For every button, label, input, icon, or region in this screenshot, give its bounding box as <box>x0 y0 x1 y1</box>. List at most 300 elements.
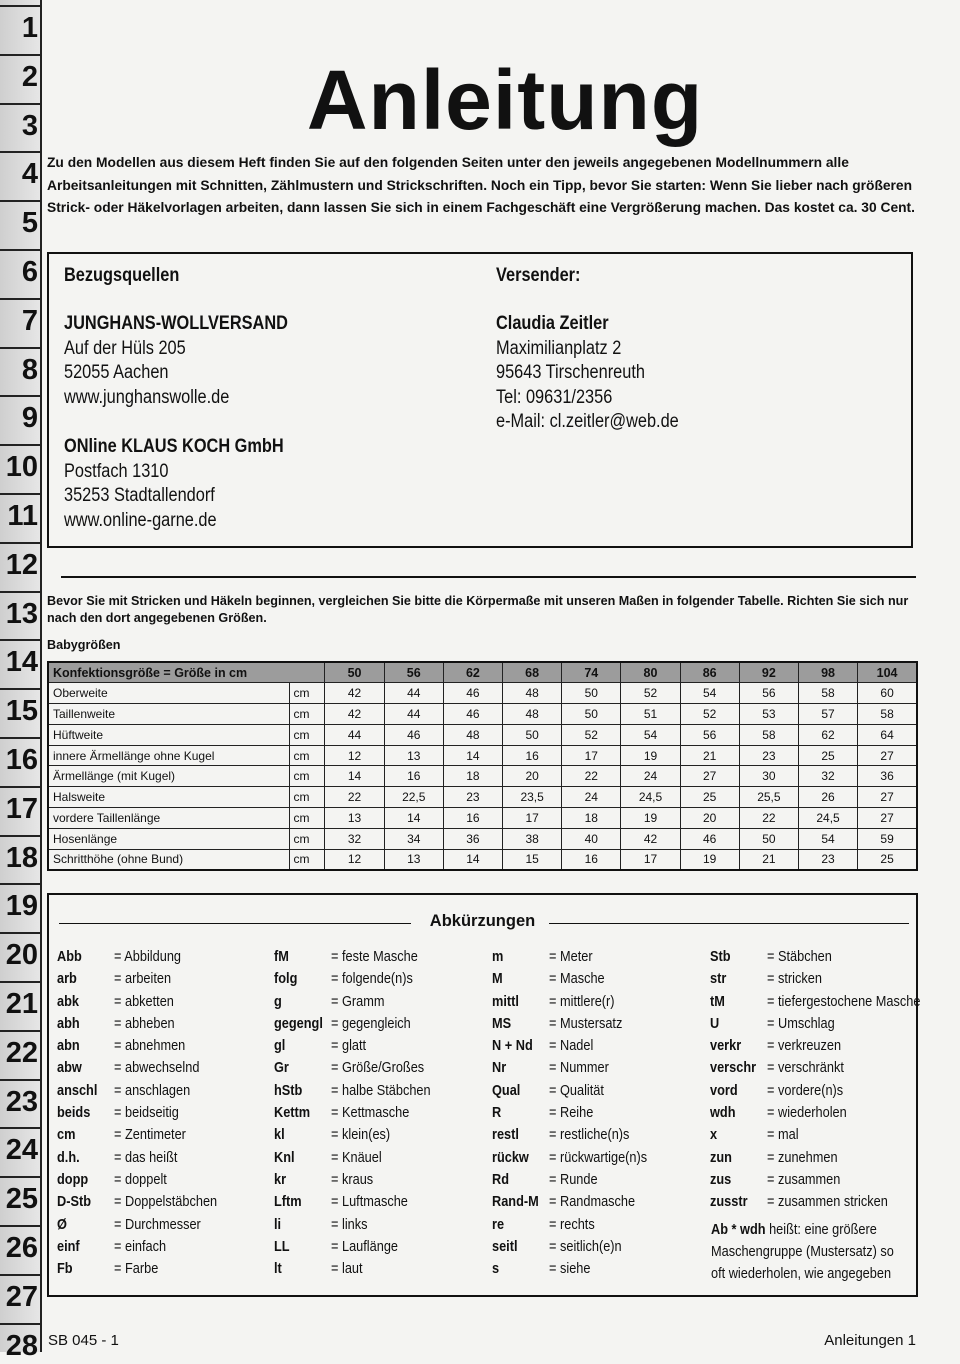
measure-unit: cm <box>289 808 325 829</box>
shipper-street: Maximilianplatz 2 <box>496 337 622 359</box>
list-item <box>492 1104 707 1126</box>
list-item <box>57 1193 272 1215</box>
abbreviation-key: N + Nd <box>492 1037 533 1055</box>
measure-value: 27 <box>858 808 917 829</box>
abbreviation-meaning: = laut <box>331 1260 363 1278</box>
page-ruler <box>0 0 42 1362</box>
list-item <box>492 993 707 1015</box>
sources-heading: Bezugsquellen <box>64 265 180 286</box>
measure-value: 25,5 <box>739 787 798 808</box>
supplier-city: 52055 Aachen <box>64 362 169 383</box>
measure-value: 42 <box>621 828 680 849</box>
ruler-tick <box>0 883 40 885</box>
abbreviation-key: vord <box>710 1081 738 1099</box>
list-item <box>274 1082 489 1104</box>
size-column-header: 92 <box>739 662 798 683</box>
abbreviation-key: fM <box>274 948 289 965</box>
measure-value: 22 <box>562 766 621 787</box>
abbreviation-key: li <box>274 1215 282 1233</box>
abbreviation-key: D-Stb <box>57 1193 91 1211</box>
measure-value: 24 <box>621 766 680 787</box>
measure-value: 16 <box>443 808 502 829</box>
abbreviation-meaning: = Luftmasche <box>331 1193 408 1211</box>
abbreviation-meaning: = abheben <box>114 1014 175 1032</box>
abbreviation-key: gegengl <box>274 1014 323 1032</box>
list-item <box>57 993 272 1015</box>
suppliers-column <box>64 264 484 533</box>
list-item <box>57 1149 272 1171</box>
abbreviation-meaning: = Runde <box>549 1170 598 1188</box>
abbreviation-meaning: = Nadel <box>549 1037 594 1055</box>
list-item <box>492 1149 707 1171</box>
abbreviation-meaning: = Reihe <box>549 1104 594 1122</box>
measure-value: 17 <box>621 849 680 870</box>
measure-value: 22 <box>325 787 384 808</box>
measure-unit: cm <box>289 787 325 808</box>
ruler-tick <box>0 444 40 446</box>
measure-value: 52 <box>621 683 680 704</box>
list-item <box>710 1149 925 1171</box>
measure-label: Taillenweite <box>48 704 289 725</box>
abbreviation-meaning: = Kettmasche <box>331 1104 410 1122</box>
abbreviation-meaning: = klein(es) <box>331 1126 391 1144</box>
abbreviation-column <box>710 948 925 1216</box>
measure-value: 60 <box>858 683 917 704</box>
measure-value: 17 <box>562 745 621 766</box>
abbreviation-key: verschr <box>710 1059 757 1077</box>
ruler-number: 3 <box>21 109 38 142</box>
supplier-web[interactable]: www.online-garne.de <box>64 509 217 531</box>
abbreviations-box <box>47 893 921 1297</box>
ruler-number: 24 <box>5 1134 38 1167</box>
measure-value: 58 <box>858 704 917 725</box>
list-item <box>492 1171 707 1193</box>
list-item <box>492 1260 707 1282</box>
measure-value: 18 <box>443 766 502 787</box>
list-item <box>492 948 707 970</box>
abbreviation-key: Lftm <box>274 1193 302 1211</box>
supplier-city: 35253 Stadtallendorf <box>64 485 215 506</box>
list-item <box>274 1216 489 1238</box>
ruler-number: 27 <box>5 1280 38 1313</box>
list-item <box>57 1059 272 1081</box>
list-item <box>274 1059 489 1081</box>
abbreviation-key: wdh <box>710 1104 736 1122</box>
abbreviation-key: arb <box>57 970 77 988</box>
list-item <box>710 948 925 970</box>
measure-value: 24 <box>562 787 621 808</box>
abbreviation-meaning: = mal <box>767 1126 799 1144</box>
measure-label: Hosenlänge <box>48 828 289 849</box>
abbreviation-meaning: = Lauflänge <box>331 1237 399 1255</box>
size-column-header: 74 <box>562 662 621 683</box>
measure-label: Ärmellänge (mit Kugel) <box>48 766 289 787</box>
abbreviation-meaning: = verkreuzen <box>767 1037 842 1055</box>
shipper-column <box>496 264 896 435</box>
measure-value: 52 <box>562 724 621 745</box>
abbreviation-meaning: = Stäbchen <box>767 948 832 965</box>
list-item <box>57 1015 272 1037</box>
measure-unit: cm <box>289 766 325 787</box>
ruler-tick <box>0 1323 40 1325</box>
measure-value: 59 <box>858 828 917 849</box>
abbreviation-meaning: = abnehmen <box>114 1037 186 1055</box>
measure-value: 13 <box>384 849 443 870</box>
abbreviation-meaning: = mittlere(r) <box>549 992 615 1010</box>
measure-value: 13 <box>325 808 384 829</box>
ruler-number: 7 <box>21 304 38 337</box>
size-column-header: 104 <box>858 662 917 683</box>
abbreviation-meaning: = feste Masche <box>331 948 418 965</box>
abbreviation-meaning: = Durchmesser <box>114 1215 201 1233</box>
list-item <box>274 970 489 992</box>
list-item <box>492 1216 707 1238</box>
size-table <box>47 661 918 871</box>
list-item <box>710 970 925 992</box>
table-row <box>48 849 917 870</box>
size-column-header: 50 <box>325 662 384 683</box>
measure-value: 25 <box>798 745 857 766</box>
divider <box>61 576 916 578</box>
abbreviation-key: restl <box>492 1126 519 1144</box>
list-item <box>274 1171 489 1193</box>
abbreviation-meaning: = abwechselnd <box>114 1059 200 1077</box>
measure-value: 27 <box>858 787 917 808</box>
measure-value: 50 <box>739 828 798 849</box>
measure-value: 62 <box>798 724 857 745</box>
measure-value: 14 <box>384 808 443 829</box>
measure-value: 16 <box>503 745 562 766</box>
ruler-tick <box>0 542 40 544</box>
ruler-number: 28 <box>5 1329 38 1362</box>
measure-value: 64 <box>858 724 917 745</box>
list-item <box>274 1149 489 1171</box>
ruler-number: 9 <box>21 402 38 435</box>
list-item <box>710 1126 925 1148</box>
ruler-tick <box>0 298 40 300</box>
list-item <box>274 1126 489 1148</box>
table-row <box>48 828 917 849</box>
abbreviation-meaning: = zusammen stricken <box>767 1193 888 1211</box>
measure-value: 24,5 <box>621 787 680 808</box>
abbreviation-key: gl <box>274 1037 286 1055</box>
page-title: Anleitung <box>306 53 704 147</box>
abbreviation-key: abk <box>57 992 79 1010</box>
ruler-tick <box>0 1127 40 1129</box>
ruler-tick <box>0 1274 40 1276</box>
ruler-tick <box>0 737 40 739</box>
abbreviation-meaning: = zunehmen <box>767 1148 838 1166</box>
abbreviation-meaning: = kraus <box>331 1170 374 1188</box>
abbreviation-key: kl <box>274 1126 285 1144</box>
ruler-number: 19 <box>5 890 38 923</box>
measure-value: 42 <box>325 704 384 725</box>
measure-value: 25 <box>858 849 917 870</box>
size-column-header: 98 <box>798 662 857 683</box>
abbreviation-meaning: = Abbildung <box>114 948 182 965</box>
measure-value: 48 <box>503 704 562 725</box>
abbreviation-meaning: = Gramm <box>331 992 385 1010</box>
measure-value: 34 <box>384 828 443 849</box>
list-item <box>57 1126 272 1148</box>
ruler-tick <box>0 688 40 690</box>
list-item <box>274 993 489 1015</box>
ruler-tick <box>0 591 40 593</box>
abbreviation-meaning: = Masche <box>549 970 605 988</box>
ruler-tick <box>0 395 40 397</box>
abbreviation-key: abn <box>57 1037 80 1055</box>
supplier-street: Auf der Hüls 205 <box>64 337 186 359</box>
ruler-number: 25 <box>5 1183 38 1216</box>
measure-unit: cm <box>289 745 325 766</box>
supplier-web[interactable]: www.junghanswolle.de <box>64 386 230 408</box>
measure-value: 23 <box>798 849 857 870</box>
abbreviation-column <box>492 948 707 1282</box>
measure-value: 58 <box>739 724 798 745</box>
ruler-number: 21 <box>5 988 38 1020</box>
measure-value: 12 <box>325 745 384 766</box>
ruler-tick <box>0 786 40 788</box>
measure-value: 21 <box>680 745 739 766</box>
table-row <box>48 808 917 829</box>
abbreviation-key: zus <box>710 1170 732 1188</box>
measure-value: 14 <box>325 766 384 787</box>
footer-section: Anleitungen 1 <box>824 1332 916 1349</box>
table-row <box>48 787 917 808</box>
size-column-header: 56 <box>384 662 443 683</box>
abbreviation-key: Knl <box>274 1148 295 1166</box>
abbreviation-key: einf <box>57 1237 80 1255</box>
supplier-name: ONline KLAUS KOCH GmbH <box>64 436 284 457</box>
size-column-header: 68 <box>503 662 562 683</box>
abbreviation-column <box>57 948 272 1282</box>
abbreviation-meaning: = beidseitig <box>114 1104 179 1122</box>
abbreviation-key: hStb <box>274 1081 303 1099</box>
abbreviation-key: Rd <box>492 1170 509 1188</box>
list-item <box>492 970 707 992</box>
measure-value: 19 <box>621 808 680 829</box>
abbreviation-key: Fb <box>57 1260 73 1278</box>
size-table-header-row <box>48 662 917 683</box>
abbreviation-key: Stb <box>710 948 731 965</box>
abbreviation-note-text: heißt: eine größere Maschengruppe (Mustersatz) so oft wiederholen, wie angegeben <box>711 1220 894 1283</box>
list-item <box>710 1037 925 1059</box>
measure-value: 42 <box>325 683 384 704</box>
abbreviation-key: folg <box>274 970 298 988</box>
abbreviation-meaning: = Umschlag <box>767 1014 835 1032</box>
measure-value: 22 <box>739 808 798 829</box>
measure-value: 44 <box>325 724 384 745</box>
list-item <box>274 948 489 970</box>
measure-label: innere Ärmellänge ohne Kugel <box>48 745 289 766</box>
abbreviation-meaning: = anschlagen <box>114 1081 191 1099</box>
measure-value: 51 <box>621 704 680 725</box>
ruler-number: 20 <box>5 939 38 972</box>
measure-value: 50 <box>503 724 562 745</box>
list-item <box>274 1104 489 1126</box>
ruler-number: 5 <box>21 207 38 240</box>
abbreviation-meaning: = doppelt <box>114 1170 167 1188</box>
abbreviation-meaning: = arbeiten <box>114 970 172 988</box>
abbreviation-meaning: = Knäuel <box>331 1148 382 1166</box>
size-column-header: 62 <box>443 662 502 683</box>
abbreviation-key: mittl <box>492 992 519 1010</box>
shipper-name: Claudia Zeitler <box>496 313 609 334</box>
footer-code: SB 045 - 1 <box>48 1332 119 1349</box>
abbreviation-meaning: = Farbe <box>114 1260 159 1278</box>
measure-value: 16 <box>384 766 443 787</box>
list-item <box>274 1260 489 1282</box>
list-item <box>57 1037 272 1059</box>
measure-value: 54 <box>621 724 680 745</box>
shipper-heading: Versender: <box>496 265 581 286</box>
ruler-tick <box>0 249 40 251</box>
list-item <box>274 1015 489 1037</box>
measure-value: 27 <box>858 745 917 766</box>
ruler-tick <box>0 981 40 983</box>
list-item <box>274 1238 489 1260</box>
measure-label: Oberweite <box>48 683 289 704</box>
abbreviation-key: re <box>492 1215 505 1233</box>
abbreviation-key: zusstr <box>710 1193 748 1211</box>
list-item <box>57 1216 272 1238</box>
measure-value: 22,5 <box>384 787 443 808</box>
abbreviation-key: Kettm <box>274 1104 311 1122</box>
ruler-tick <box>0 151 40 153</box>
list-item <box>492 1059 707 1081</box>
abbreviation-key: s <box>492 1260 500 1278</box>
measure-value: 57 <box>798 704 857 725</box>
ruler-number: 17 <box>5 792 38 825</box>
abbreviation-meaning: = Doppelstäbchen <box>114 1193 218 1211</box>
abbreviation-meaning: = wiederholen <box>767 1104 847 1122</box>
ruler-number: 16 <box>5 744 38 776</box>
abbreviation-key: R <box>492 1104 502 1122</box>
ruler-number: 23 <box>5 1085 38 1118</box>
ruler-number: 6 <box>21 256 38 288</box>
measure-value: 38 <box>503 828 562 849</box>
ruler-tick <box>0 200 40 202</box>
list-item <box>492 1126 707 1148</box>
table-row <box>48 745 917 766</box>
measure-value: 16 <box>562 849 621 870</box>
list-item <box>492 1015 707 1037</box>
measure-value: 44 <box>384 683 443 704</box>
list-item <box>57 1260 272 1282</box>
measure-value: 27 <box>680 766 739 787</box>
measure-value: 26 <box>798 787 857 808</box>
measure-value: 54 <box>680 683 739 704</box>
abbreviation-meaning: = Meter <box>549 948 593 965</box>
measure-value: 19 <box>680 849 739 870</box>
measure-value: 14 <box>443 849 502 870</box>
measure-value: 50 <box>562 683 621 704</box>
ruler-number: 1 <box>21 12 38 44</box>
ruler-number: 18 <box>5 841 38 874</box>
abbreviation-meaning: = Randmasche <box>549 1193 636 1211</box>
abbreviation-note <box>711 1219 898 1286</box>
abbreviation-key: anschl <box>57 1081 98 1099</box>
supplier-name: JUNGHANS-WOLLVERSAND <box>64 313 288 334</box>
measure-value: 30 <box>739 766 798 787</box>
list-item <box>57 1238 272 1260</box>
measure-value: 15 <box>503 849 562 870</box>
abbreviation-meaning: = einfach <box>114 1237 167 1255</box>
sources-box <box>47 252 913 548</box>
abbreviation-meaning: = Nummer <box>549 1059 609 1077</box>
ruler-number: 11 <box>7 500 38 532</box>
measure-label: Schritthöhe (ohne Bund) <box>48 849 289 870</box>
measure-value: 46 <box>443 704 502 725</box>
supplier-street: Postfach 1310 <box>64 460 169 482</box>
ruler-number: 26 <box>5 1232 38 1264</box>
abbreviation-meaning: = abketten <box>114 992 174 1010</box>
abbreviation-meaning: = siehe <box>549 1260 591 1278</box>
ruler-tick <box>0 493 40 495</box>
measure-value: 46 <box>384 724 443 745</box>
list-item <box>57 970 272 992</box>
list-item <box>57 948 272 970</box>
abbreviation-meaning: = folgende(n)s <box>331 970 413 988</box>
ruler-tick <box>0 5 40 7</box>
abbreviation-meaning: = zusammen <box>767 1170 841 1188</box>
abbreviation-meaning: = rückwartige(n)s <box>549 1148 648 1166</box>
abbreviation-key: U <box>710 1014 720 1032</box>
size-table-heading: Babygrößen <box>47 638 121 652</box>
list-item <box>710 1059 925 1081</box>
list-item <box>492 1082 707 1104</box>
measure-unit: cm <box>289 724 325 745</box>
abbreviation-column <box>274 948 489 1282</box>
list-item <box>57 1104 272 1126</box>
measure-value: 12 <box>325 849 384 870</box>
abbreviation-meaning: = stricken <box>767 970 822 988</box>
abbreviation-meaning: = das heißt <box>114 1148 178 1166</box>
abbreviation-key: Nr <box>492 1059 507 1077</box>
abbreviation-meaning: = rechts <box>549 1215 595 1233</box>
ruler-tick <box>0 1176 40 1178</box>
table-row <box>48 766 917 787</box>
measure-value: 44 <box>384 704 443 725</box>
abbreviation-key: beids <box>57 1104 91 1122</box>
shipper-mail[interactable]: e-Mail: cl.zeitler@web.de <box>496 411 679 432</box>
measure-value: 52 <box>680 704 739 725</box>
measure-value: 50 <box>562 704 621 725</box>
abbreviation-key: tM <box>710 992 725 1010</box>
measure-unit: cm <box>289 683 325 704</box>
measure-value: 20 <box>503 766 562 787</box>
ruler-tick <box>0 639 40 641</box>
ruler-tick <box>0 835 40 837</box>
ruler-tick <box>0 932 40 934</box>
measure-value: 25 <box>680 787 739 808</box>
abbreviation-key: cm <box>57 1126 76 1144</box>
abbreviation-key: kr <box>274 1170 287 1188</box>
measure-unit: cm <box>289 849 325 870</box>
list-item <box>492 1037 707 1059</box>
measure-value: 20 <box>680 808 739 829</box>
measure-value: 40 <box>562 828 621 849</box>
abbreviation-key: Rand-M <box>492 1193 539 1211</box>
measure-value: 56 <box>739 683 798 704</box>
ruler-number: 14 <box>5 646 38 679</box>
abbreviation-meaning: = Zentimeter <box>114 1126 186 1144</box>
ruler-number: 2 <box>21 60 38 93</box>
measure-value: 23,5 <box>503 787 562 808</box>
shipper-city: 95643 Tirschenreuth <box>496 362 645 383</box>
measure-value: 32 <box>325 828 384 849</box>
shipper-tel: Tel: 09631/2356 <box>496 386 613 408</box>
